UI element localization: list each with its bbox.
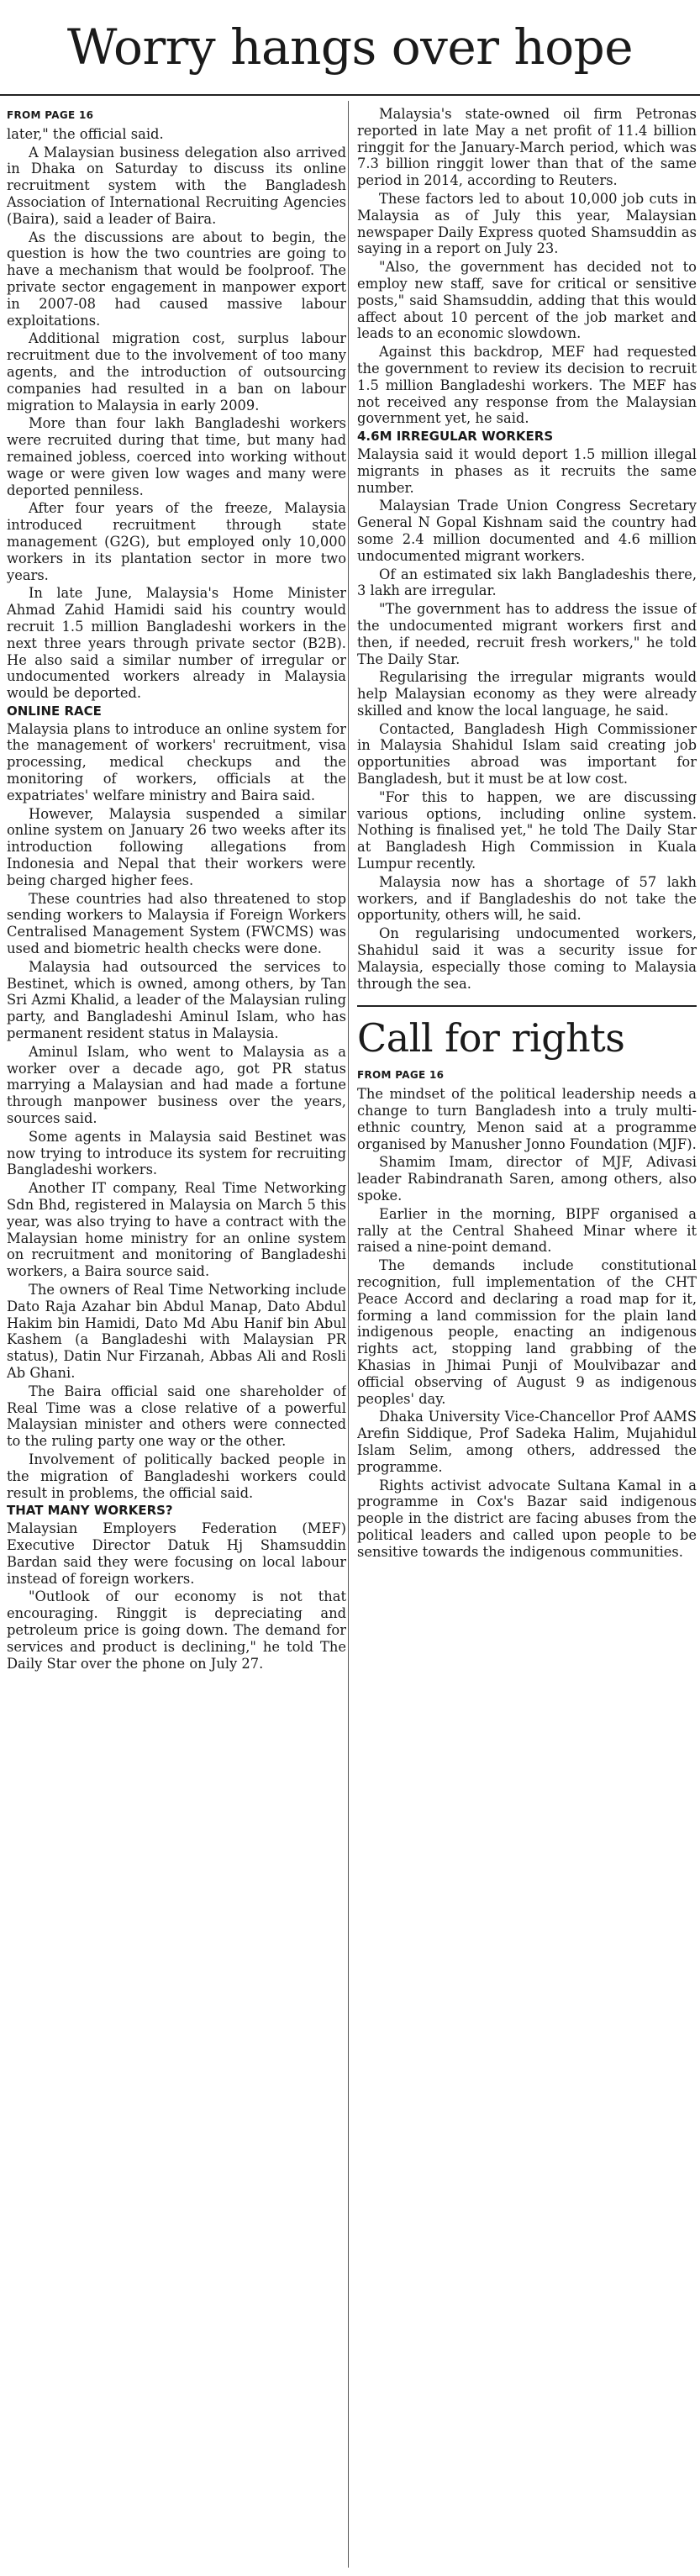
paragraph: Earlier in the morning, BIPF organised a rally at the Central Shaheed Minar where it raised a nine-point demand. — [357, 1205, 697, 1256]
paragraph: Aminul Islam, who went to Malaysia as a worker over a decade ago, got PR status marrying a Malaysian and had made a fortune through manpower business over the years, sources said. — [7, 1043, 346, 1127]
paragraph: After four years of the freeze, Malaysia introduced recruitment through state management (G2G), but employed only 10,000 workers in its plantation sector in more two years. — [7, 500, 346, 583]
paragraph: On regularising undocumented workers, Shahidul said it was a security issue for Malaysia, especially those coming to Malaysia through the sea. — [357, 925, 697, 992]
story-kicker: FROM PAGE 16 — [7, 109, 94, 121]
paragraph: Another IT company, Real Time Networking Sdn Bhd, registered in Malaysia on March 5 this year, was also trying to have a contract with the Malaysian home ministry for an online system on recruitment and monitoring of Bangladeshi workers, a Baira source said. — [7, 1180, 346, 1280]
paragraph: The demands include constitutional recognition, full implementation of the CHT Peace Accord and declaring a road map for it, forming a land commission for the plain land indigenous people, enacting an indigenous rights act, stopping land grabbing of the Khasias in Jhimai Punji of Moulvibazar and official observing of August 9 as indigenous peoples' day. — [357, 1257, 697, 1407]
paragraph: Rights activist advocate Sultana Kamal in a programme in Cox's Bazar said indigenous people in the district are facing abuses from the political leaders and called upon people to be sensitive towards the indigenous communities. — [357, 1477, 697, 1560]
paragraph: "Outlook of our economy is not that encouraging. Ringgit is depreciating and petroleum price is going down. The demand for services and product is declining," he told The Daily Star over the phone on July 27. — [7, 1588, 346, 1672]
paragraph: Regularising the irregular migrants would help Malaysian economy as they were already skilled and know the local language, he said. — [357, 669, 697, 719]
paragraph: A Malaysian business delegation also arrived in Dhaka on Saturday to discuss its online recruitment system with the Bangladesh Association of International Recruiting Agencies (Baira), said a leader of Baira. — [7, 144, 346, 227]
many-workers-section-start — [7, 1520, 346, 1672]
paragraph: Additional migration cost, surplus labour recruitment due to the involvement of too many agents, and the introduction of outsourcing companies had resulted in a ban on labour migration to Malaysia in early 2009. — [7, 330, 346, 414]
paragraph: Against this backdrop, MEF had requested the government to review its decision to recruit 1.5 million Bangladeshi workers. The MEF has not received any response from the Malaysian government yet, he said. — [357, 344, 697, 427]
paragraph: Some agents in Malaysia said Bestinet was now trying to introduce its system for recruiting Bangladeshi workers. — [7, 1128, 346, 1178]
paragraph: "Also, the government has decided not to employ new staff, save for critical or sensitive posts," said Shamsuddin, adding that this would affect about 10 percent of the job market and leads to an economic slowdown. — [357, 259, 697, 342]
paragraph: These factors led to about 10,000 job cuts in Malaysia as of July this year, Malaysian newspaper Daily Express quoted Shamsuddin as saying in a report on July 23. — [357, 190, 697, 257]
irregular-section — [357, 446, 697, 993]
subhead-online-race: ONLINE RACE — [7, 703, 102, 719]
paragraph: Malaysia's state-owned oil firm Petronas reported in late May a net profit of 11.4 billion ringgit for the January-March period, which was 7.3 billion ringgit lower than that of the same period in 2014, according to Reuters. — [357, 106, 697, 189]
paragraph: Malaysian Trade Union Congress Secretary General N Gopal Kishnam said the country had some 2.4 million documented and 4.6 million undocumented migrant workers. — [357, 498, 697, 564]
subhead-irregular-workers: 4.6M IRREGULAR WORKERS — [357, 429, 554, 445]
paragraph: These countries had also threatened to stop sending workers to Malaysia if Foreign Workers Centralised Management System (FWCMS) was used and biometric health checks were done. — [7, 890, 346, 957]
paragraph: In late June, Malaysia's Home Minister Ahmad Zahid Hamidi said his country would recruit 1.5 million Bangladeshi workers in the next three years through private sector (B2B). He also said a similar number of irregular or undocumented workers already in Malaysia would be deported. — [7, 585, 346, 702]
paragraph: More than four lakh Bangladeshi workers were recruited during that time, but many had remained jobless, coerced into working without wage or were given low wages and many were deported penniless. — [7, 415, 346, 498]
paragraph: The mindset of the political leadership needs a change to turn Bangladesh into a truly multi-ethnic country, Menon said at a programme organised by Manusher Jonno Foundation (MJF). — [357, 1086, 697, 1152]
paragraph: The Baira official said one shareholder of Real Time was a close relative of a powerful Malaysian minister and others were connected to the ruling party one way or the other. — [7, 1383, 346, 1450]
paragraph: However, Malaysia suspended a similar online system on January 26 two weeks after its introduction following allegations from Indonesia and Nepal that their workers were being charged higher fees. — [7, 805, 346, 888]
paragraph: As the discussions are about to begin, the question is how the two countries are going to have a mechanism that would be foolproof. The private sector engagement in manpower export in 2007-08 had caused massive labour exploitations. — [7, 229, 346, 329]
second-story-body — [357, 1086, 697, 1560]
intro-section — [7, 126, 346, 702]
paragraph: Shamim Imam, director of MJF, Adivasi leader Rabindranath Saren, among others, also spoke. — [357, 1154, 697, 1204]
paragraph: "The government has to address the issue of the undocumented migrant workers first and then, if needed, recruit fresh workers," he told The Daily Star. — [357, 601, 697, 667]
paragraph: The owners of Real Time Networking include Dato Raja Azahar bin Abdul Manap, Dato Abdul Hakim bin Hamidi, Dato Md Abu Hanif bin Abul Kashem (a Bangladeshi with Malaysian PR status), Datin Nur Firzanah, Abbas Ali and Rosli Ab Ghani. — [7, 1281, 346, 1381]
paragraph: "For this to happen, we are discussing various options, including online system. Nothing is finalised yet," he told The Daily Star at Bangladesh High Commission in Kuala Lumpur recently. — [357, 788, 697, 872]
headline-rule — [0, 94, 700, 96]
paragraph: Malaysia plans to introduce an online system for the management of workers' recruitment, visa processing, medical checkups and the monitoring of workers, officials at the expatriates' welfare ministry and Baira said. — [7, 720, 346, 803]
column-divider — [348, 101, 349, 2568]
paragraph: Dhaka University Vice-Chancellor Prof AAMS Arefin Siddique, Prof Sadeka Halim, Mujahidul Islam Selim, among others, addressed the programme. — [357, 1409, 697, 1475]
second-story-kicker: FROM PAGE 16 — [357, 1069, 445, 1082]
second-story-headline: Call for rights — [357, 1005, 697, 1062]
story-headline: Worry hangs over hope — [66, 18, 634, 76]
paragraph: Involvement of politically backed people in the migration of Bangladeshi workers could result in problems, the official said. — [7, 1451, 346, 1501]
paragraph: later," the official said. — [7, 125, 164, 142]
paragraph: Contacted, Bangladesh High Commissioner in Malaysia Shahidul Islam said creating job opportunities abroad was important for Bangladesh, but it must be at low cost. — [357, 720, 697, 788]
online-section — [7, 721, 346, 1502]
right-column — [357, 106, 697, 2568]
paragraph: Malaysia now has a shortage of 57 lakh workers, and if Bangladeshis do not take the opportunity, others will, he said. — [357, 873, 697, 924]
subhead-that-many-workers: THAT MANY WORKERS? — [7, 1503, 173, 1519]
many-workers-section-cont — [357, 106, 697, 427]
paragraph: Malaysian Employers Federation (MEF) Executive Director Datuk Hj Shamsuddin Bardan said they were focusing on local labour instead of foreign workers. — [7, 1520, 346, 1587]
paragraph: Malaysia said it would deport 1.5 million illegal migrants in phases as it recruits the same number. — [357, 445, 697, 496]
left-column — [7, 106, 346, 2568]
paragraph: Malaysia had outsourced the services to Bestinet, which is owned, among others, by Tan Sri Azmi Khalid, a leader of the Malaysian ruling party, and Bangladeshi Aminul Islam, who has permanent resident status in Malaysia. — [7, 958, 346, 1042]
paragraph: Of an estimated six lakh Bangladeshis there, 3 lakh are irregular. — [357, 566, 697, 599]
